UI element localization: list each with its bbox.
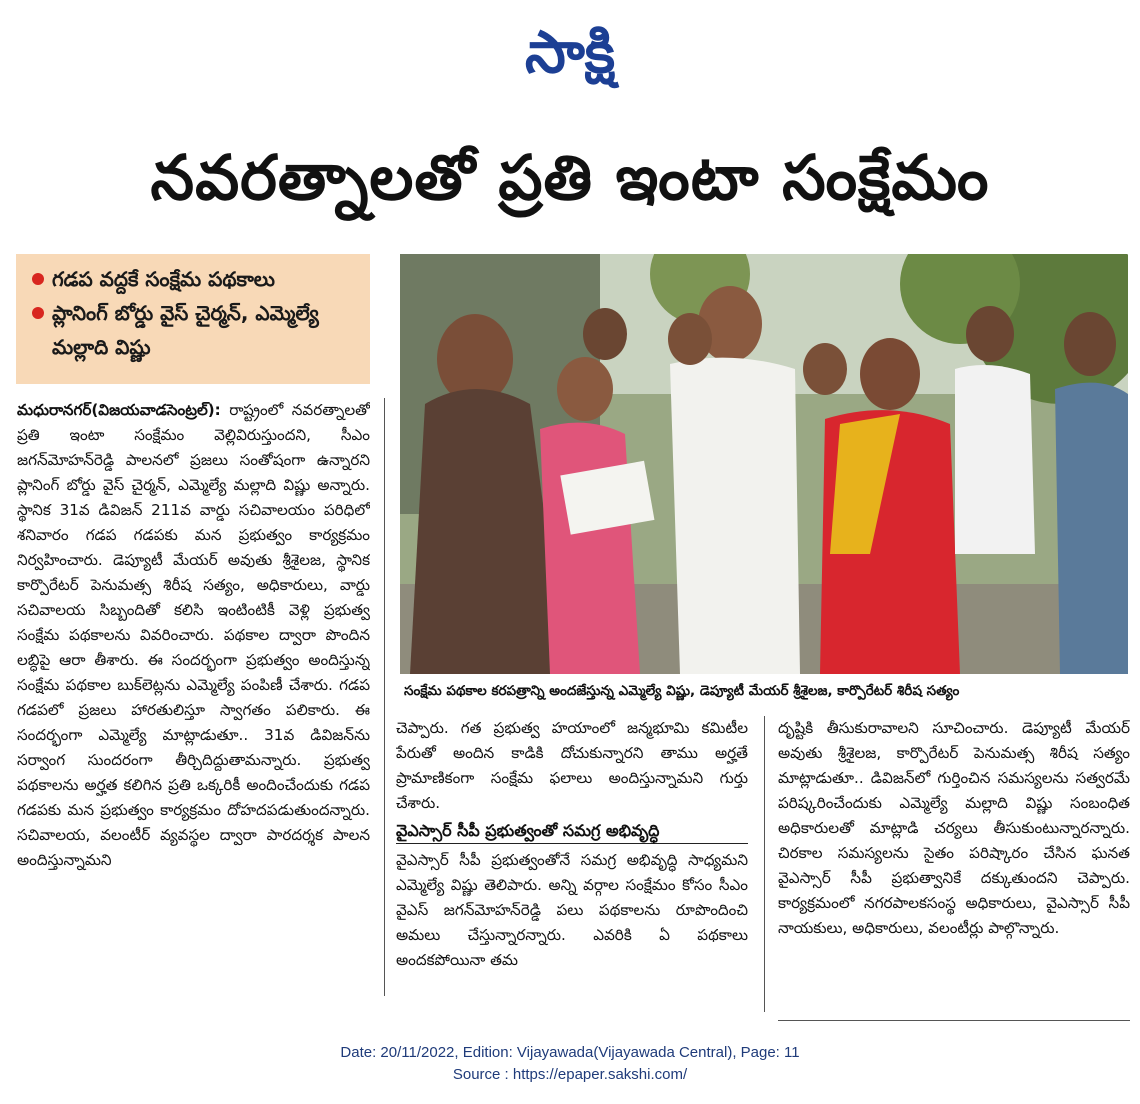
article-text: రాష్ట్రంలో నవరత్నాలతో ప్రతి ఇంటా సంక్షేమం వెల్లివిరుస్తుందని, సీఎం జగన్‌మోహన్‌రెడ్డి పాలనలో ప్రజలు సంతోషంగా ఉన్నారని ప్లానింగ్ బోర్డు వైస్ చైర్మన్, ఎమ్మెల్యే మల్లాది విష్ణు అన్నారు. స్థానిక 31వ డివిజన్ 211వ వార్డు సచివాలయం పరిధిలో శనివారం గడప గడపకు మన ప్రభుత్వం కార్యక్రమం నిర్వహించారు. డెప్యూటీ మేయర్ అవుతు శ్రీశైలజ, స్థానిక కార్పొరేటర్ పెనుమత్స శిరీష సత్యం, అధికారులు, వార్డు సచివాలయ సిబ్బందితో కలిసి ఇంటింటికీ వెళ్లి ప్రభుత్వ సంక్షేమ పథకాలను వివరించారు. పథకాల ద్వారా పొందిన లబ్ధిపై ఆరా తీశారు. ఈ సందర్భంగా ప్రభుత్వం అందిస్తున్న సంక్షేమ పథకాల బుక్‌లెట్లను ఎమ్మెల్యే పంపిణీ చేశారు. గడప గడపలో ప్రజలు హారతులిస్తూ స్వాగతం పలికారు. ఈ సందర్భంగా ఎమ్మెల్యే మాట్లాడుతూ.. 31వ డివిజన్‌ను సర్వాంగ సుందరంగా తీర్చిదిద్దుతామన్నారు. ప్రభుత్వ పథకాలను అర్హత కలిగిన ప్రతి ఒక్కరికీ అందించేందుకు గడప గడపకు మన ప్రభుత్వం కార్యక్రమం దోహదపడుతుందన్నారు. సచివాలయ, వలంటీర్ వ్యవస్థల ద్వారా పారదర్శక పాలన అందిస్తున్నామని [17, 401, 370, 869]
news-photo [400, 254, 1128, 674]
photo-illustration [400, 254, 1128, 674]
sakshi-logo-icon [470, 6, 670, 92]
column-divider [384, 398, 385, 996]
column-divider [764, 716, 765, 1012]
bullet-icon [32, 273, 44, 285]
highlight-text: గడప వద్దకే సంక్షేమ పథకాలు [52, 267, 275, 291]
logo-text: సాక్షి [524, 18, 616, 86]
article-column-3 [778, 716, 1130, 1016]
footer-source: Source : https://epaper.sakshi.com/ [452, 1066, 688, 1083]
article-text: వైఎస్సార్ సీపీ ప్రభుత్వంతోనే సమగ్ర అభివృద్ధి సాధ్యమని ఎమ్మెల్యే విష్ణు తెలిపారు. అన్ని వర్గాల సంక్షేమం కోసం సీఎం వైఎస్ జగన్‌మోహన్‌రెడ్డి పలు పథకాలను రూపొందించి అమలు చేస్తున్నారన్నారు. ఎవరికి ఏ పథకాలు అందకపోయినా తమ [396, 851, 748, 969]
highlight-item [26, 262, 360, 296]
article-subhead: వైఎస్సార్ సీపీ ప్రభుత్వంతో సమగ్ర అభివృద్ధి [396, 818, 748, 844]
article-text: దృష్టికి తీసుకురావాలని సూచించారు. డెప్యూటీ మేయర్ అవుతు శ్రీశైలజ, కార్పొరేటర్ పెనుమత్స శిరీష సత్యం మాట్లాడుతూ.. డివిజన్‌లో గుర్తించిన సమస్యలను సత్వరమే పరిష్కరించేందుకు ఎమ్మెల్యే మల్లాది విష్ణు సంబంధిత అధికారులతో మాట్లాడి చర్యలు తీసుకుంటున్నారన్నారు. చిరకాల సమస్యలను సైతం పరిష్కారం చేసిన ఘనత వైఎస్సార్ సీపీ ప్రభుత్వానికే దక్కుతుందని చెప్పారు. కార్యక్రమంలో నగరపాలకసంస్థ అధికారులు, వైఎస్సార్ సీపీ నాయకులు, అధికారులు, వలంటీర్లు పాల్గొన్నారు. [778, 719, 1130, 937]
article-column-1 [17, 398, 370, 998]
masthead-logo [470, 6, 670, 92]
dateline: మధురానగర్(విజయవాడసెంట్రల్): [17, 401, 221, 419]
article-bottom-rule [778, 1020, 1130, 1021]
photo-caption: సంక్షేమ పథకాల కరపత్రాన్ని అందజేస్తున్న ఎమ్మెల్యే విష్ణు, డెప్యూటీ మేయర్ శ్రీశైలజ, కార్పొరేటర్ శిరీష సత్యం [404, 683, 960, 699]
article-text: చెప్పారు. గత ప్రభుత్వ హయాంలో జన్మభూమి కమిటీల పేరుతో అందిన కాడికి దోచుకున్నారని తాము అర్హతే ప్రామాణికంగా సంక్షేమ ఫలాలు అందిస్తున్నామని గుర్తు చేశారు. [396, 719, 748, 812]
highlight-text: ప్లానింగ్ బోర్డు వైస్ చైర్మన్, ఎమ్మెల్యే మల్లాది విష్ణు [52, 301, 319, 359]
footer-date: Date: 20/11/2022, Edition: Vijayawada(Vijayawada Central), Page: 11 [340, 1044, 800, 1061]
article-column-2 [396, 716, 748, 1012]
highlight-item [26, 296, 360, 364]
headline: నవరత్నాలతో ప్రతి ఇంటా సంక్షేమం [150, 141, 990, 214]
highlights-box [16, 254, 370, 384]
bullet-icon [32, 307, 44, 319]
